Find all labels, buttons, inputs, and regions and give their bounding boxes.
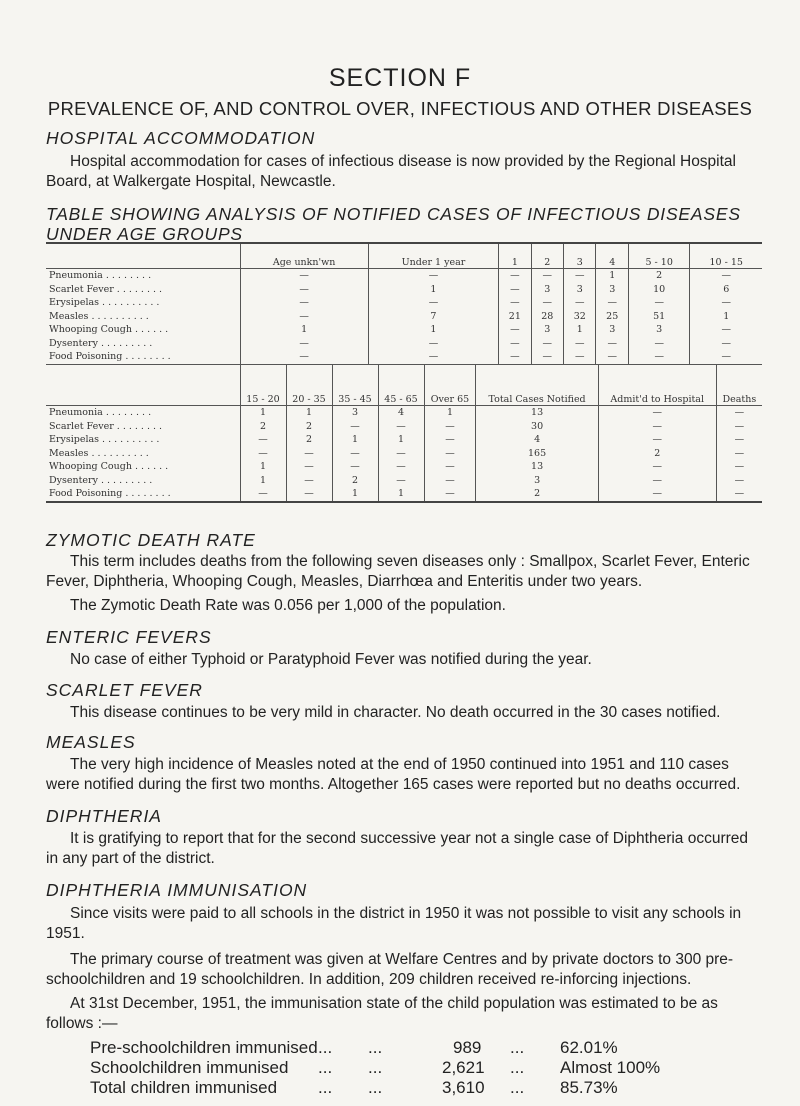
table-cell: — (378, 460, 424, 474)
immunisation-count: 989 (453, 1038, 482, 1057)
table-cell: — (424, 474, 476, 488)
immunisation-count: 3,610 (442, 1078, 485, 1097)
measles-heading: MEASLES (46, 732, 136, 752)
table-cell: — (690, 337, 762, 351)
disease-name-cell: Scarlet Fever . . . . . . . . (49, 283, 163, 295)
table-cell: 1 (240, 474, 286, 488)
disease-name-cell: Food Poisoning . . . . . . . . (49, 351, 171, 363)
table-cell: — (531, 296, 563, 310)
column-header: 3 (564, 243, 596, 269)
table-cell: — (240, 447, 286, 461)
table-cell: 1 (240, 460, 286, 474)
table-cell: — (332, 447, 378, 461)
table-cell: 3 (596, 323, 628, 337)
enteric-paragraph: No case of either Typhoid or Paratyphoid Fever was notified during the year. (70, 651, 592, 668)
table-cell: — (240, 310, 368, 324)
disease-name-cell: Erysipelas . . . . . . . . . . (49, 297, 160, 309)
table-cell: — (378, 447, 424, 461)
table-cell: 1 (378, 487, 424, 502)
hospital-paragraph: Hospital accommodation for cases of infectious disease is now provided by the Regional Hospital Board, at Walkergate Hospital, Newcastle. (46, 153, 736, 190)
table-cell: 2 (598, 447, 716, 461)
table-cell: — (564, 269, 596, 283)
table-row (46, 337, 762, 351)
table-cell: — (240, 269, 368, 283)
table-cell: — (368, 269, 498, 283)
immunisation-percent: 85.73% (560, 1078, 618, 1097)
column-header: 10 - 15 (690, 243, 762, 269)
table-cell: — (240, 433, 286, 447)
table-cell: — (628, 350, 690, 364)
scarlet-paragraph: This disease continues to be very mild in character. No death occurred in the 30 cases notified. (70, 704, 721, 721)
disease-name-cell: Scarlet Fever . . . . . . . . (49, 420, 163, 432)
table-cell: — (596, 296, 628, 310)
table-cell: — (378, 474, 424, 488)
column-header: Deaths (716, 365, 762, 406)
immunisation-paragraph-3: At 31st December, 1951, the immunisation state of the child population was estimated to be as follows :— (46, 995, 718, 1032)
column-header: 5 - 10 (628, 243, 690, 269)
table-cell: 1 (368, 283, 498, 297)
column-header: 45 - 65 (378, 365, 424, 406)
table-cell: — (598, 420, 716, 434)
table-cell: 4 (476, 433, 598, 447)
table-cell: 21 (499, 310, 531, 324)
enteric-heading: ENTERIC FEVERS (46, 627, 212, 647)
column-header: Admit'd to Hospital (598, 365, 716, 406)
table-cell: 2 (476, 487, 598, 502)
table-cell: — (564, 296, 596, 310)
table-cell: — (531, 350, 563, 364)
disease-name-cell: Dysentery . . . . . . . . . (49, 337, 153, 349)
table-cell: — (716, 487, 762, 502)
table-cell: 3 (531, 323, 563, 337)
table-title: TABLE SHOWING ANALYSIS OF NOTIFIED CASES OF INFECTIOUS DISEASES UNDER AGE GROUPS (46, 204, 741, 244)
column-header: 4 (596, 243, 628, 269)
immunisation-label: Total children immunised (90, 1078, 278, 1097)
table-cell: — (499, 337, 531, 351)
zymotic-paragraph-2: The Zymotic Death Rate was 0.056 per 1,000 of the population. (70, 597, 506, 614)
table-row (46, 460, 762, 474)
table-cell: 1 (564, 323, 596, 337)
disease-name-cell: Whooping Cough . . . . . . (49, 461, 169, 473)
table-cell: — (690, 269, 762, 283)
table-cell: 1 (332, 487, 378, 502)
table-cell: — (628, 296, 690, 310)
table-cell: — (716, 433, 762, 447)
diphtheria-heading: DIPHTHERIA (46, 806, 162, 826)
table-cell: 25 (596, 310, 628, 324)
immunisation-percent: 62.01% (560, 1038, 618, 1057)
column-header: 15 - 20 (240, 365, 286, 406)
zymotic-paragraph-1: This term includes deaths from the following seven diseases only : Smallpox, Scarlet Fever, Enteric Fever, Diphtheria, Whooping Cough, Measles, Diarrhœa and Enteritis under two years. (46, 553, 750, 590)
table-cell: 1 (690, 310, 762, 324)
table-cell: 28 (531, 310, 563, 324)
table-cell: — (424, 460, 476, 474)
table-cell: — (716, 406, 762, 420)
table-cell: — (531, 337, 563, 351)
table-cell: 2 (286, 420, 332, 434)
table-cell: — (499, 350, 531, 364)
table-cell: 2 (240, 420, 286, 434)
table-cell: 3 (596, 283, 628, 297)
disease-name-cell: Measles . . . . . . . . . . (49, 447, 149, 459)
column-header: 35 - 45 (332, 365, 378, 406)
column-header: Total Cases Notified (476, 365, 598, 406)
table-cell: — (499, 296, 531, 310)
table-cell: 2 (332, 474, 378, 488)
leader-dots: ... (318, 1078, 333, 1097)
table-cell: 1 (596, 269, 628, 283)
age-group-table-1 (46, 242, 762, 365)
table-cell: 30 (476, 420, 598, 434)
table-cell: 3 (564, 283, 596, 297)
column-header: 2 (531, 243, 563, 269)
table-cell: 3 (332, 406, 378, 420)
table-cell: 2 (628, 269, 690, 283)
table-cell: 13 (476, 460, 598, 474)
section-title: SECTION F (328, 64, 472, 92)
table-cell: — (332, 420, 378, 434)
table-cell: — (368, 350, 498, 364)
table-cell: — (564, 337, 596, 351)
table-cell: 2 (286, 433, 332, 447)
table-row (46, 269, 762, 283)
table-cell: 1 (286, 406, 332, 420)
section-subtitle: PREVALENCE OF, AND CONTROL OVER, INFECTIOUS AND OTHER DISEASES (47, 98, 753, 119)
diphtheria-paragraph: It is gratifying to report that for the second successive year not a single case of Diphtheria occurred in any part of the district. (46, 830, 749, 867)
table-cell: 1 (240, 406, 286, 420)
table-cell: — (531, 269, 563, 283)
disease-name-cell: Food Poisoning . . . . . . . . (49, 488, 171, 500)
table-cell: 1 (368, 323, 498, 337)
measles-paragraph: The very high incidence of Measles noted at the end of 1950 continued into 1951 and 110 cases were notified during the first two months. Altogether 165 cases were reported but no deaths occurred. (46, 756, 741, 793)
leader-dots: ... (510, 1078, 525, 1097)
table-cell: — (332, 460, 378, 474)
column-header (46, 243, 240, 269)
disease-name-cell: Pneumonia . . . . . . . . (49, 270, 152, 282)
table-cell: — (240, 296, 368, 310)
table-cell: — (690, 296, 762, 310)
table-cell: 32 (564, 310, 596, 324)
immunisation-count: 2,621 (442, 1058, 485, 1077)
disease-name-cell: Dysentery . . . . . . . . . (49, 474, 153, 486)
leader-dots: ... (368, 1058, 383, 1077)
immunisation-paragraph-1: Since visits were paid to all schools in the district in 1950 it was not possible to visit any schools in 1951. (46, 905, 742, 942)
table-cell: — (598, 474, 716, 488)
zymotic-heading: ZYMOTIC DEATH RATE (46, 530, 256, 550)
table-cell: 10 (628, 283, 690, 297)
table-cell: 165 (476, 447, 598, 461)
immunisation-label: Pre-schoolchildren immunised (90, 1038, 318, 1057)
table-row (46, 310, 762, 324)
table-cell: — (716, 447, 762, 461)
leader-dots: ... (510, 1038, 525, 1057)
disease-name-cell: Erysipelas . . . . . . . . . . (49, 434, 160, 446)
disease-name-cell: Whooping Cough . . . . . . (49, 324, 169, 336)
table-cell: — (240, 350, 368, 364)
immunisation-heading: DIPHTHERIA IMMUNISATION (46, 880, 308, 900)
table-cell: — (598, 487, 716, 502)
table-cell: — (596, 350, 628, 364)
table-cell: — (424, 447, 476, 461)
table-cell: — (368, 337, 498, 351)
leader-dots: ... (368, 1078, 383, 1097)
table-cell: 6 (690, 283, 762, 297)
column-header: Under 1 year (368, 243, 498, 269)
table-cell: — (286, 474, 332, 488)
leader-dots: ... (318, 1038, 333, 1057)
table-row (46, 420, 762, 434)
table-cell: 7 (368, 310, 498, 324)
disease-name-cell: Measles . . . . . . . . . . (49, 310, 149, 322)
table-cell: 51 (628, 310, 690, 324)
table-cell: — (499, 283, 531, 297)
table-cell: — (598, 460, 716, 474)
table-cell: — (716, 420, 762, 434)
table-cell: — (499, 323, 531, 337)
leader-dots: ... (368, 1038, 383, 1057)
table-row (46, 447, 762, 461)
table-cell: — (564, 350, 596, 364)
table-row (46, 296, 762, 310)
table-cell: — (378, 420, 424, 434)
leader-dots: ... (510, 1058, 525, 1077)
table-row (46, 474, 762, 488)
table-cell: — (240, 487, 286, 502)
column-header: 1 (499, 243, 531, 269)
table-cell: 3 (531, 283, 563, 297)
table-cell: — (598, 406, 716, 420)
table-cell: — (690, 350, 762, 364)
leader-dots: ... (318, 1058, 333, 1077)
table-cell: — (368, 296, 498, 310)
table-cell: — (596, 337, 628, 351)
age-group-table-2 (46, 365, 762, 503)
table-row (46, 323, 762, 337)
table-cell: — (716, 474, 762, 488)
table-cell: — (424, 420, 476, 434)
table-cell: — (286, 487, 332, 502)
table-cell: — (499, 269, 531, 283)
scarlet-heading: SCARLET FEVER (46, 680, 203, 700)
table-cell: — (690, 323, 762, 337)
disease-name-cell: Pneumonia . . . . . . . . (49, 407, 152, 419)
table-row (46, 350, 762, 364)
table-cell: — (240, 283, 368, 297)
table-cell: 13 (476, 406, 598, 420)
table-cell: 4 (378, 406, 424, 420)
table-row (46, 487, 762, 502)
table-cell: — (286, 447, 332, 461)
table-cell: 1 (240, 323, 368, 337)
immunisation-percent: Almost 100% (560, 1058, 661, 1077)
immunisation-label: Schoolchildren immunised (90, 1058, 289, 1077)
table-row (46, 433, 762, 447)
table-cell: 3 (628, 323, 690, 337)
table-row (46, 406, 762, 420)
table-cell: — (598, 433, 716, 447)
table-cell: 1 (378, 433, 424, 447)
table-cell: — (286, 460, 332, 474)
table-cell: — (424, 487, 476, 502)
table-cell: — (628, 337, 690, 351)
immunisation-paragraph-2: The primary course of treatment was given at Welfare Centres and by private doctors to 300 pre-schoolchildren and 19 schoolchildren. In addition, 209 children received re-inforcing injections. (46, 951, 734, 988)
column-header: Over 65 (424, 365, 476, 406)
table-cell: — (240, 337, 368, 351)
hospital-heading: HOSPITAL ACCOMMODATION (46, 128, 316, 148)
column-header: Age unkn'wn (240, 243, 368, 269)
table-cell: — (424, 433, 476, 447)
table-cell: 1 (424, 406, 476, 420)
table-cell: — (716, 460, 762, 474)
table-cell: 1 (332, 433, 378, 447)
column-header (46, 365, 240, 406)
table-row (46, 283, 762, 297)
table-cell: 3 (476, 474, 598, 488)
column-header: 20 - 35 (286, 365, 332, 406)
